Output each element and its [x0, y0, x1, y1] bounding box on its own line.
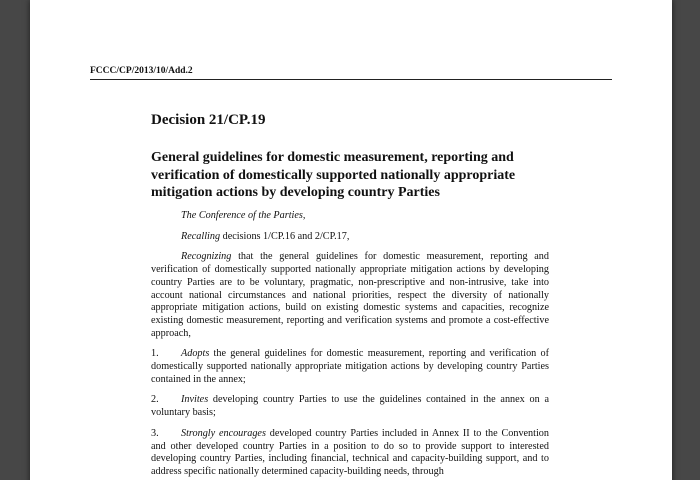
document-symbol: FCCC/CP/2013/10/Add.2 — [90, 66, 193, 76]
decision-title: Decision 21/CP.19 — [151, 112, 266, 128]
header-rule — [90, 79, 612, 80]
preamble-intro: The Conference of the Parties, — [181, 210, 306, 221]
preamble-recalling: Recalling decisions 1/CP.16 and 2/CP.17, — [181, 230, 350, 242]
preamble-recognizing: Recognizing that the general guidelines for domestic measurement, reporting and verification of domestically supported nationally appropriate mitigation actions by developing country Parties are to be voluntary, pragmatic, non-prescriptive and non-intrusive, take into account national circumstances and national priorities, respect the diversity of nationally appropriate mitigation actions, build on existing domestic systems and capacities, recognize existing domestic measurement, reporting and verification systems and promote a cost-effective approach, — [151, 251, 549, 339]
document-page — [30, 0, 672, 480]
operative-paragraph-1: 1. Adopts the general guidelines for domestic measurement, reporting and verification of domestically supported nationally appropriate mitigation actions by developing country Parties contained in the annex; — [151, 348, 549, 385]
document-body — [151, 210, 549, 480]
operative-paragraph-2: 2. Invites developing country Parties to use the guidelines contained in the annex on a voluntary basis; — [151, 394, 549, 419]
decision-heading: General guidelines for domestic measurement, reporting and verification of domestically supported nationally appropriate mitigation actions by developing country Parties — [151, 150, 516, 200]
operative-paragraph-3: 3. Strongly encourages developed country Parties included in Annex II to the Convention and other developed country Parties in a position to do so to provide support to interested developing country Parties, including financial, technical and capacity-building support, and to address specific nationally determined capacity-building needs, through — [151, 427, 549, 477]
